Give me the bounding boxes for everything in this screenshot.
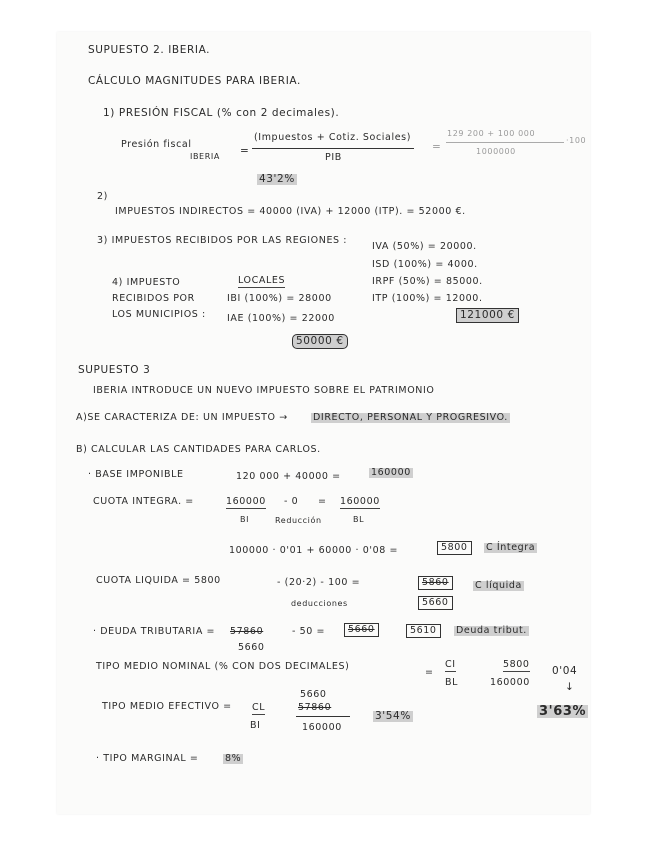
p1-num: (Impuestos + Cotiz. Sociales) — [254, 132, 411, 143]
calc-title: CÁLCULO MAGNITUDES PARA IBERIA. — [88, 75, 301, 87]
p1-eq2: = — [432, 141, 442, 153]
tmn-pct: 3'63% — [539, 704, 587, 719]
dt-expr: - 50 = — [292, 626, 326, 637]
ci-v1: 160000 — [226, 496, 266, 507]
tme-den: BI — [250, 720, 261, 731]
base-expr: 120 000 + 40000 = — [236, 471, 341, 482]
p3-item-iva: IVA (50%) = 20000. — [372, 241, 477, 252]
a-result: DIRECTO, PERSONAL Y PROGRESIVO. — [313, 412, 508, 423]
ci-minus: - 0 — [284, 496, 299, 507]
dt-result: 5610 — [406, 624, 441, 638]
ci-label: CUOTA INTEGRA. = — [93, 496, 194, 507]
base-result: 160000 — [371, 467, 411, 478]
p1-den: PIB — [325, 152, 342, 163]
p1-sub-num: 129 200 + 100 000 — [447, 129, 536, 138]
p1-label-1: Presión fiscal — [121, 139, 192, 150]
tme-fraction-line — [296, 716, 350, 717]
tme-num: CL — [252, 702, 266, 713]
tmn-num: CI — [445, 659, 456, 670]
cl-note: C líquida — [475, 580, 522, 591]
s3-intro: IBERIA INTRODUCE UN NUEVO IMPUESTO SOBRE EL PATRIMONIO — [93, 385, 435, 396]
a-prefix: A)SE CARACTERIZA DE: UN IMPUESTO → — [76, 412, 288, 423]
p1-label-2: IBERIA — [190, 152, 220, 161]
p4-line-3: LOS MUNICIPIOS : — [112, 309, 206, 320]
tme-top: 5660 — [300, 689, 327, 700]
section-title-2: SUPUESTO 2. IBERIA. — [88, 44, 211, 56]
p1-fraction-line — [252, 148, 414, 149]
dt-struck-2: 5660 — [344, 623, 379, 637]
p4-line-1: 4) IMPUESTO — [112, 277, 181, 288]
p4-ibi: IBI (100%) = 28000 — [227, 293, 332, 304]
tmn-result: 0'04 — [552, 665, 578, 677]
tmn-eq: = — [425, 667, 434, 678]
tmn-den-2: 160000 — [490, 677, 530, 688]
p3-item-isd: ISD (100%) = 4000. — [372, 259, 478, 270]
p4-line-2: RECIBIDOS POR — [112, 293, 195, 304]
cl-label: CUOTA LIQUIDA = 5800 — [96, 575, 221, 586]
ci-bl: BL — [353, 515, 365, 524]
p1-result: 43'2% — [259, 173, 295, 185]
cl-struck: 5860 — [418, 576, 453, 590]
tmn-num-2: 5800 — [503, 659, 530, 670]
cl-result: 5660 — [418, 596, 453, 610]
ci-result: 5800 — [437, 541, 472, 555]
dt-struck: 57860 — [230, 626, 264, 637]
dt-note: Deuda tribut. — [456, 625, 527, 636]
p2-num: 2) — [97, 191, 108, 202]
ci-bi: BI — [240, 515, 250, 524]
tme-den-2: 160000 — [302, 722, 342, 733]
dt-label: · DEUDA TRIBUTARIA = — [93, 626, 216, 637]
tme-struck: 57860 — [298, 702, 332, 713]
p1-title: 1) PRESIÓN FISCAL (% con 2 decimales). — [103, 107, 340, 119]
cl-deductions: deducciones — [291, 599, 348, 608]
p1-sub-mult: ·100 — [566, 136, 587, 145]
tme-label: TIPO MEDIO EFECTIVO = — [102, 701, 232, 712]
p3-text: 3) IMPUESTOS RECIBIDOS POR LAS REGIONES : — [97, 235, 348, 246]
tmn-arrow: ↓ — [565, 681, 575, 693]
ci-red: Reducción — [275, 516, 322, 525]
ci-v2: 160000 — [340, 496, 380, 507]
base-label: · BASE IMPONIBLE — [88, 469, 184, 480]
p1-sub-line — [446, 142, 564, 143]
p3-item-itp: ITP (100%) = 12000. — [372, 293, 483, 304]
tm-result: 8% — [225, 753, 242, 764]
p1-sub-den: 1000000 — [476, 147, 516, 156]
ci-calc: 100000 · 0'01 + 60000 · 0'08 = — [229, 545, 399, 556]
b-title: B) CALCULAR LAS CANTIDADES PARA CARLOS. — [76, 444, 321, 455]
p4-total: 50000 € — [292, 334, 348, 349]
p2-text: IMPUESTOS INDIRECTOS = 40000 (IVA) + 12000 (ITP). = 52000 €. — [115, 206, 466, 217]
cl-expr: - (20·2) - 100 = — [277, 577, 361, 588]
ci-note: C Íntegra — [486, 542, 536, 553]
p3-total: 121000 € — [456, 308, 519, 323]
ci-eq: = — [318, 496, 327, 507]
dt-val: 5660 — [238, 642, 265, 653]
p4-iae: IAE (100%) = 22000 — [227, 313, 335, 324]
tmn-den: BL — [445, 677, 459, 688]
tme-result: 3'54% — [375, 710, 411, 722]
tmn-label: TIPO MEDIO NOMINAL (% CON DOS DECIMALES) — [96, 661, 350, 672]
p1-eq: = — [240, 145, 250, 157]
section-title-3: SUPUESTO 3 — [78, 364, 151, 376]
tm-label: · TIPO MARGINAL = — [96, 753, 199, 764]
p3-item-irpf: IRPF (50%) = 85000. — [372, 276, 483, 287]
p4-head: LOCALES — [238, 275, 286, 286]
